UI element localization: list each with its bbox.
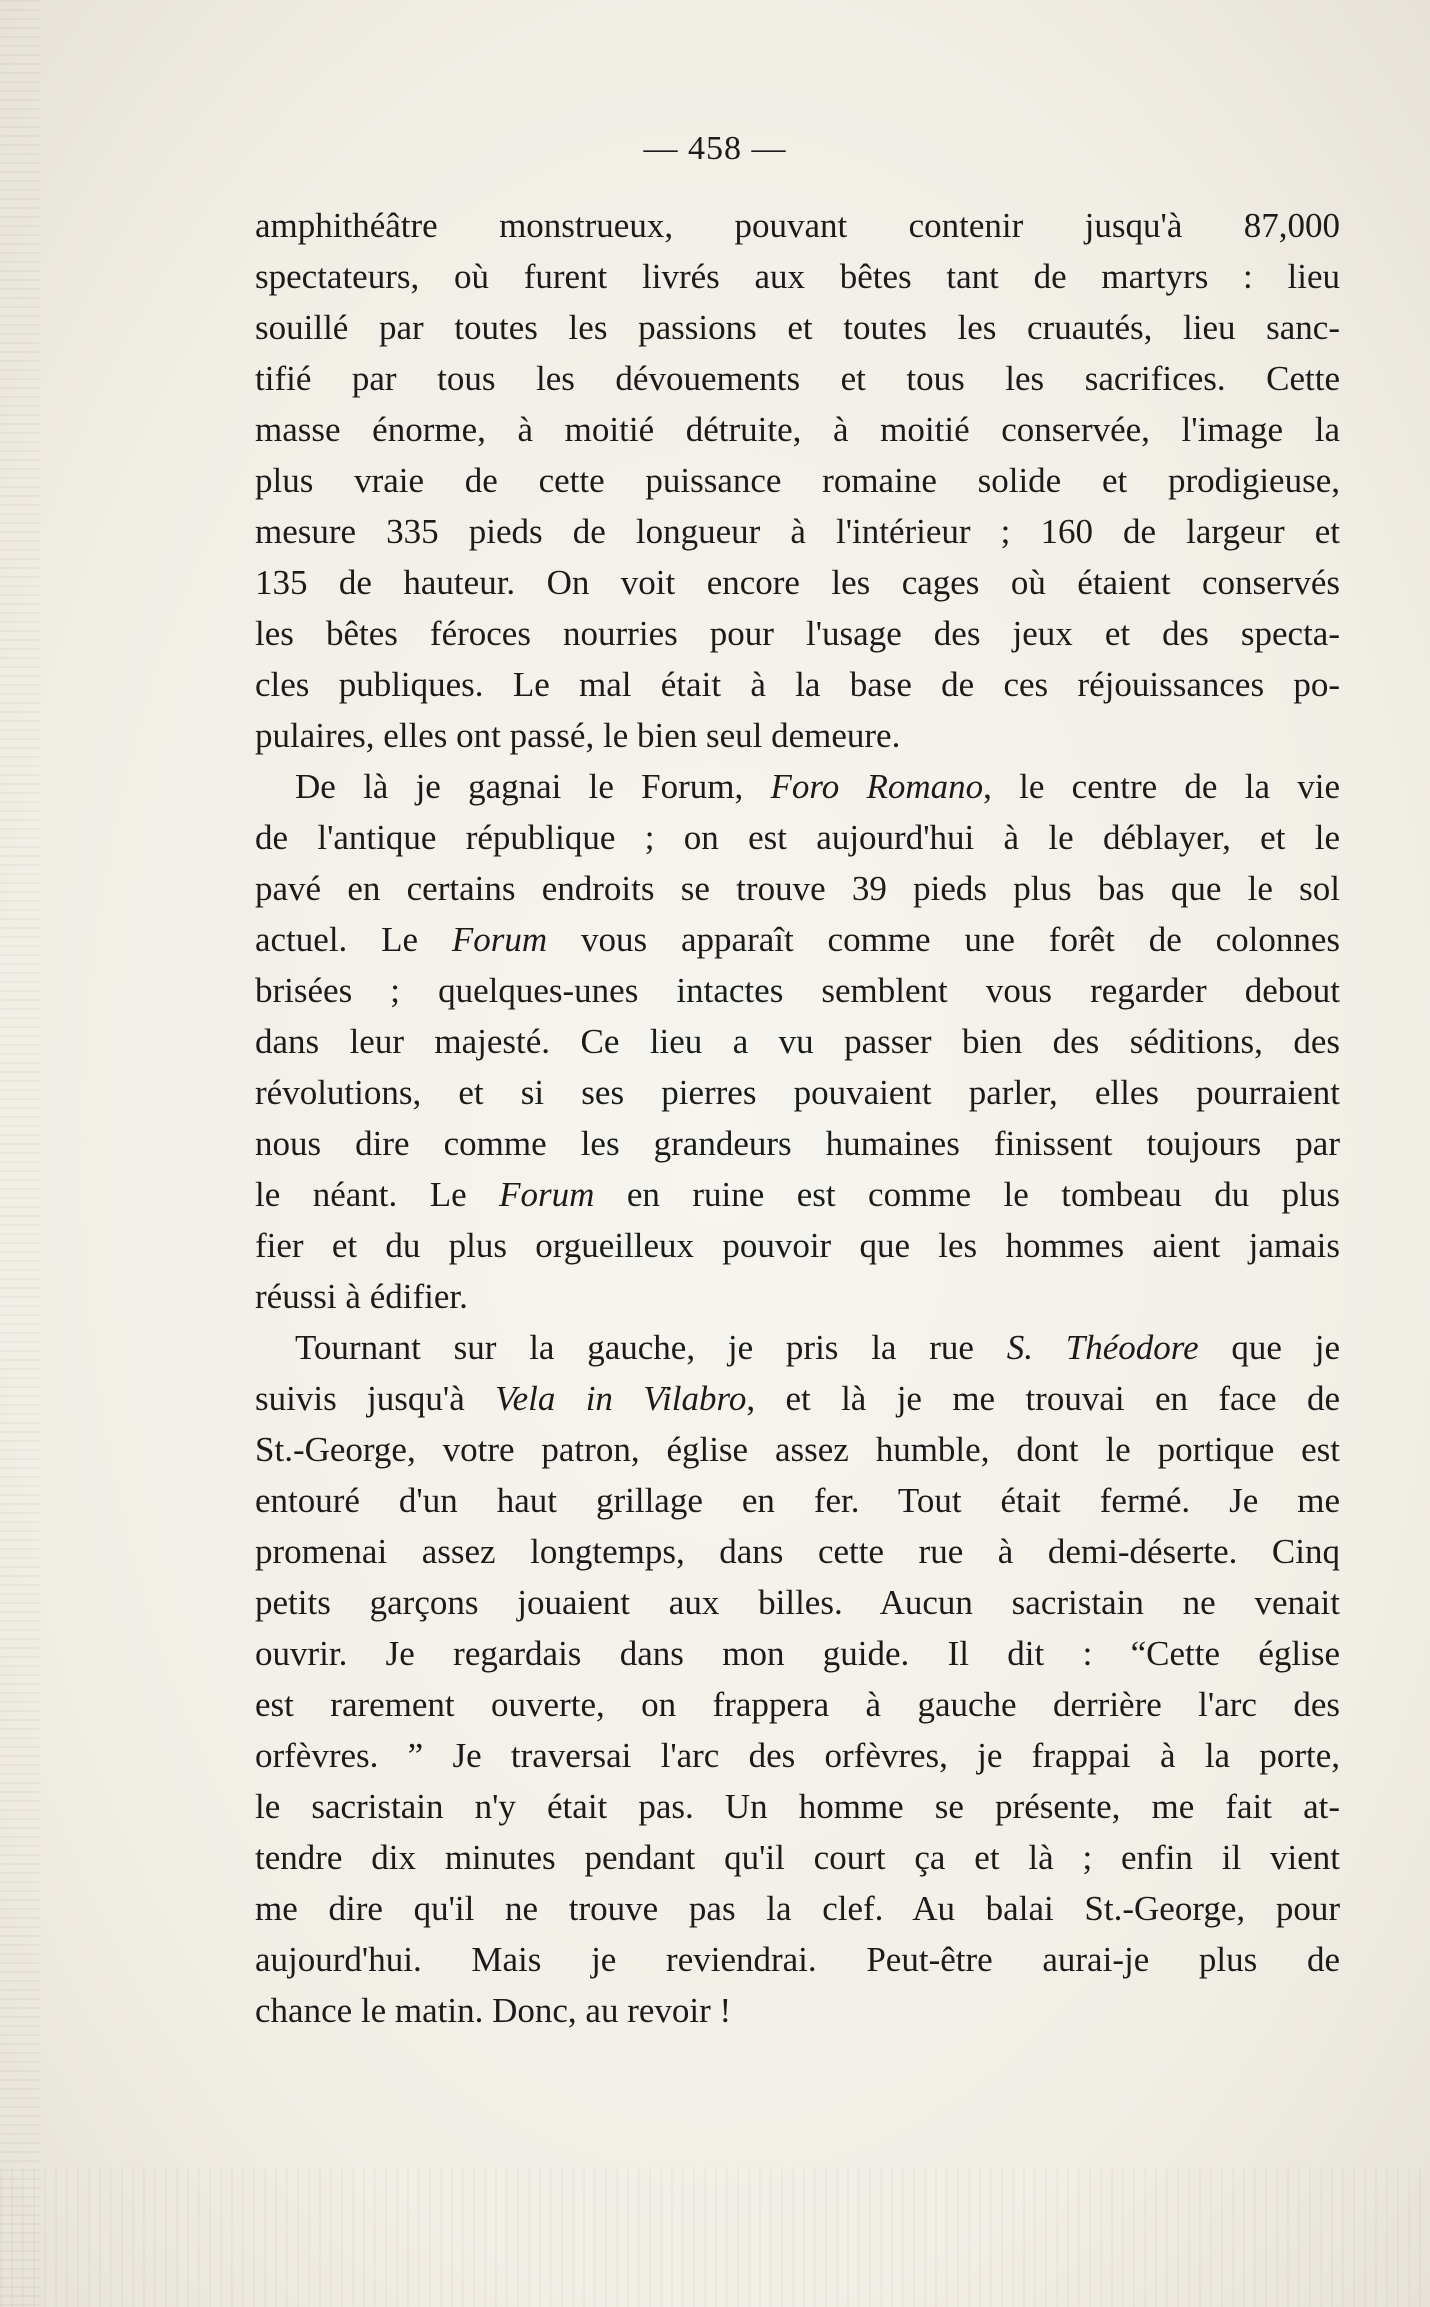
text-line (255, 1832, 1340, 1883)
text-line (255, 200, 1340, 251)
paragraph (255, 1322, 1340, 2036)
text-segment: De là je gagnai le Forum, (295, 767, 771, 806)
text-segment: , le centre de la vie (983, 767, 1340, 806)
italic-term: Forum (451, 920, 548, 959)
text-line (255, 353, 1340, 404)
italic-term: Forum (499, 1175, 595, 1214)
text-segment: entouré d'un haut grillage en fer. Tout était fermé. Je me (255, 1481, 1340, 1520)
italic-term: Vela in Vilabro (495, 1379, 747, 1418)
scan-noise-bottom (0, 2167, 1430, 2307)
italic-term: Foro Romano (770, 767, 984, 806)
text-segment: fier et du plus orgueilleux pouvoir que les hommes aient jamais (255, 1226, 1340, 1265)
text-line (255, 1118, 1340, 1169)
text-line (255, 1526, 1340, 1577)
text-line (255, 1067, 1340, 1118)
text-line (255, 1679, 1340, 1730)
text-segment: amphithéâtre monstrueux, pouvant contenir jusqu'à 87,000 (255, 206, 1340, 245)
body-text (255, 200, 1340, 2036)
paragraph (255, 200, 1340, 761)
text-segment: masse énorme, à moitié détruite, à moitié conservée, l'image la (255, 410, 1340, 449)
text-line (255, 863, 1340, 914)
paragraph (255, 761, 1340, 1322)
text-line (255, 1373, 1340, 1424)
text-segment: le sacristain n'y était pas. Un homme se présente, me fait at- (255, 1787, 1340, 1826)
text-line (255, 1577, 1340, 1628)
text-line (255, 251, 1340, 302)
text-line (255, 1271, 1340, 1322)
text-line (255, 710, 1340, 761)
text-segment: me dire qu'il ne trouve pas la clef. Au balai St.-George, pour (255, 1889, 1340, 1928)
text-segment: ouvrir. Je regardais dans mon guide. Il dit : “Cette église (255, 1634, 1340, 1673)
text-segment: tifié par tous les dévouements et tous les sacrifices. Cette (255, 359, 1340, 398)
text-segment: 135 de hauteur. On voit encore les cages où étaient conservés (255, 563, 1340, 602)
text-line (255, 812, 1340, 863)
italic-term: S. Théodore (1006, 1328, 1199, 1367)
text-segment: chance le matin. Donc, au revoir ! (255, 1991, 732, 2030)
text-segment: nous dire comme les grandeurs humaines finissent toujours par (255, 1124, 1340, 1163)
text-line (255, 659, 1340, 710)
text-segment: , et là je me trouvai en face de (746, 1379, 1340, 1418)
text-line (255, 1016, 1340, 1067)
text-segment: réussi à édifier. (255, 1277, 468, 1316)
text-segment: cles publiques. Le mal était à la base de ces réjouissances po- (255, 665, 1340, 704)
text-segment: est rarement ouverte, on frappera à gauche derrière l'arc des (255, 1685, 1340, 1724)
text-segment: mesure 335 pieds de longueur à l'intérieur ; 160 de largeur et (255, 512, 1340, 551)
text-segment: Tournant sur la gauche, je pris la rue (295, 1328, 1007, 1367)
text-line (255, 1475, 1340, 1526)
text-segment: orfèvres. ” Je traversai l'arc des orfèvres, je frappai à la porte, (255, 1736, 1340, 1775)
text-line (255, 914, 1340, 965)
text-line (255, 455, 1340, 506)
text-segment: souillé par toutes les passions et toutes les cruautés, lieu sanc- (255, 308, 1340, 347)
text-line (255, 1985, 1340, 2036)
text-line (255, 1220, 1340, 1271)
text-segment: révolutions, et si ses pierres pouvaient parler, elles pourraient (255, 1073, 1340, 1112)
text-segment: en ruine est comme le tombeau du plus (594, 1175, 1341, 1214)
text-line (255, 1730, 1340, 1781)
text-segment: pavé en certains endroits se trouve 39 pieds plus bas que le sol (255, 869, 1340, 908)
text-line (255, 1424, 1340, 1475)
text-segment: aujourd'hui. Mais je reviendrai. Peut-être aurai-je plus de (255, 1940, 1340, 1979)
text-segment: St.-George, votre patron, église assez humble, dont le portique est (255, 1430, 1340, 1469)
text-segment: le néant. Le (255, 1175, 500, 1214)
text-line (255, 1781, 1340, 1832)
text-line (255, 1934, 1340, 1985)
text-line (255, 302, 1340, 353)
page-number: — 458 — (643, 130, 787, 167)
text-segment: actuel. Le (255, 920, 452, 959)
text-segment: pulaires, elles ont passé, le bien seul demeure. (255, 716, 901, 755)
text-segment: tendre dix minutes pendant qu'il court ça et là ; enfin il vient (255, 1838, 1340, 1877)
text-line (255, 1322, 1340, 1373)
text-segment: promenai assez longtemps, dans cette rue à demi-déserte. Cinq (255, 1532, 1340, 1571)
text-segment: de l'antique république ; on est aujourd'hui à le déblayer, et le (255, 818, 1340, 857)
text-segment: que je (1198, 1328, 1341, 1367)
scan-noise-left (0, 0, 40, 2307)
text-segment: petits garçons jouaient aux billes. Aucun sacristain ne venait (255, 1583, 1340, 1622)
text-line (255, 1628, 1340, 1679)
text-line (255, 761, 1340, 812)
text-segment: spectateurs, où furent livrés aux bêtes tant de martyrs : lieu (255, 257, 1340, 296)
text-line (255, 557, 1340, 608)
text-line (255, 1883, 1340, 1934)
text-line (255, 506, 1340, 557)
text-line (255, 608, 1340, 659)
text-segment: vous apparaît comme une forêt de colonnes (547, 920, 1340, 959)
text-line (255, 965, 1340, 1016)
text-segment: suivis jusqu'à (255, 1379, 496, 1418)
text-segment: brisées ; quelques-unes intactes semblent vous regarder debout (255, 971, 1340, 1010)
text-line (255, 404, 1340, 455)
text-segment: plus vraie de cette puissance romaine solide et prodigieuse, (255, 461, 1340, 500)
text-segment: dans leur majesté. Ce lieu a vu passer bien des séditions, des (255, 1022, 1340, 1061)
text-line (255, 1169, 1340, 1220)
text-segment: les bêtes féroces nourries pour l'usage des jeux et des specta- (255, 614, 1340, 653)
